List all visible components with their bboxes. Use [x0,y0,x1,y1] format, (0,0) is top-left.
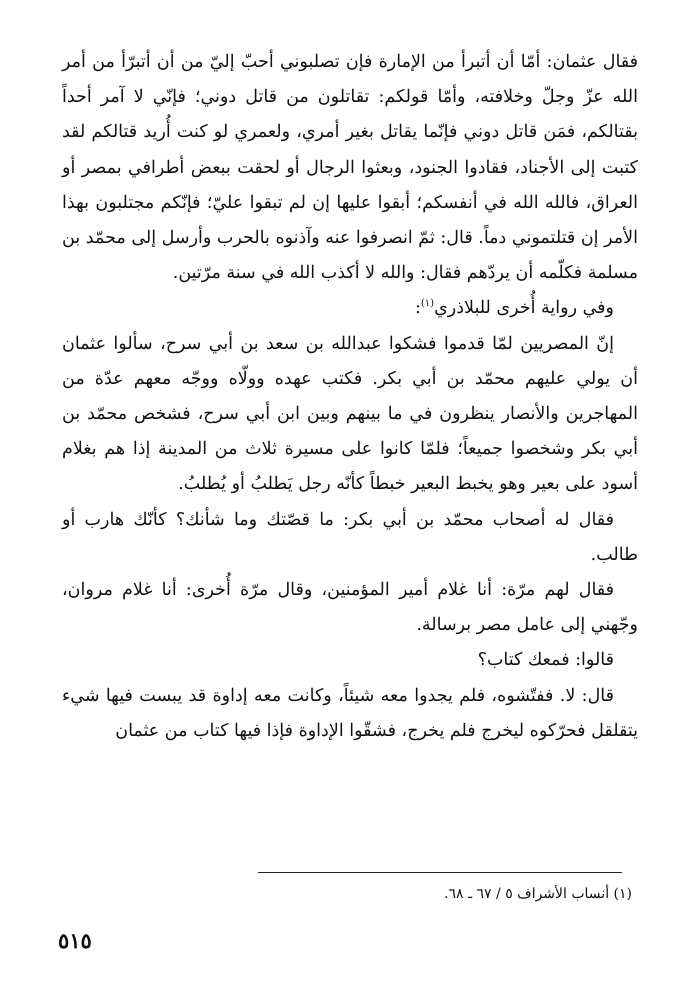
paragraph-letter-question: قالوا: فمعك كتاب؟ [477,650,614,671]
paragraph-servant-reply: فقال لهم مرّة: أنا غلام أمير المؤمنين، وقال مرّة أُخرى: أنا غلام مروان، وجّهني إلى عامل مصر برسالة. [62,580,638,636]
section-heading [62,291,638,326]
page-number: ٥١٥ [58,928,92,953]
heading-text: وفي رواية أُخرى للبلاذري [434,298,614,319]
paragraph-search: قال: لا. ففتّشوه، فلم يجدوا معه شيئاً، وكانت معه إداوة قد يبست فيها شيء يتقلقل فحرّكوه ليخرج فلم يخرج، فشقّوا الإداوة فإذا فيها كتاب من عثمان [62,685,638,741]
paragraph-uthman-reply: فقال عثمان: أمّا أن أتبرأ من الإمارة فإن تصلبوني أحبّ إليّ من أن أتبرّأ من أمر الله عزّ وجلّ وخلافته، وأمّا قولكم: تقاتلون من قاتل دوني؛ فإنّي لا آمر أحداً بقتالكم، فمَن قاتل دوني فإنّما يقاتل بغير أمري، ولعمري لو كنت أُريد قتالكم لقد كتبت إلى الأجناد، فقادوا الجنود، وبعثوا الرجال أو لحقت ببعض أطرافي بمصر أو العراق، فالله الله في أنفسكم؛ أبقوا عليها إن لم تبقوا عليّ؛ فإنّكم مجتلبون بهذا الأمر إن قتلتموني دماً. قال: ثمّ انصرفوا عنه وآذنوه بالحرب وأرسل إلى محمّد بن مسلمة فكلّمه أن يردّهم فقال: والله لا أكذب الله في سنة مرّتين. [62,52,638,284]
paragraph-question: فقال له أصحاب محمّد بن أبي بكر: ما قصّتك وما شأنك؟ كأنّك هارب أو طالب. [62,509,638,565]
heading-colon: : [414,298,421,319]
paragraph-egyptians: إنّ المصريين لمّا قدموا فشكوا عبدالله بن سعد بن أبي سرح، سألوا عثمان أن يولي عليهم محمّد بن أبي بكر. فكتب عهده وولّاه ووجّه معهم عدّة من المهاجرين والأنصار ينظرون في ما بينهم وبين ابن أبي سرح، فشخص محمّد بن أبي بكر وشخصوا جميعاً؛ فلمّا كانوا على مسيرة ثلاث من المدينة إذا هم بغلام أسود على بعير وهو يخبط البعير خبطاً كأنّه رجل يَطلبُ أو يُطلبُ. [62,333,638,495]
footnote-reference[interactable]: (١) [420,298,435,310]
footnote: (١) أنساب الأشراف ٥ / ٦٧ ـ ٦٨. [444,886,632,902]
footnote-divider [258,872,622,873]
main-text [62,45,638,749]
